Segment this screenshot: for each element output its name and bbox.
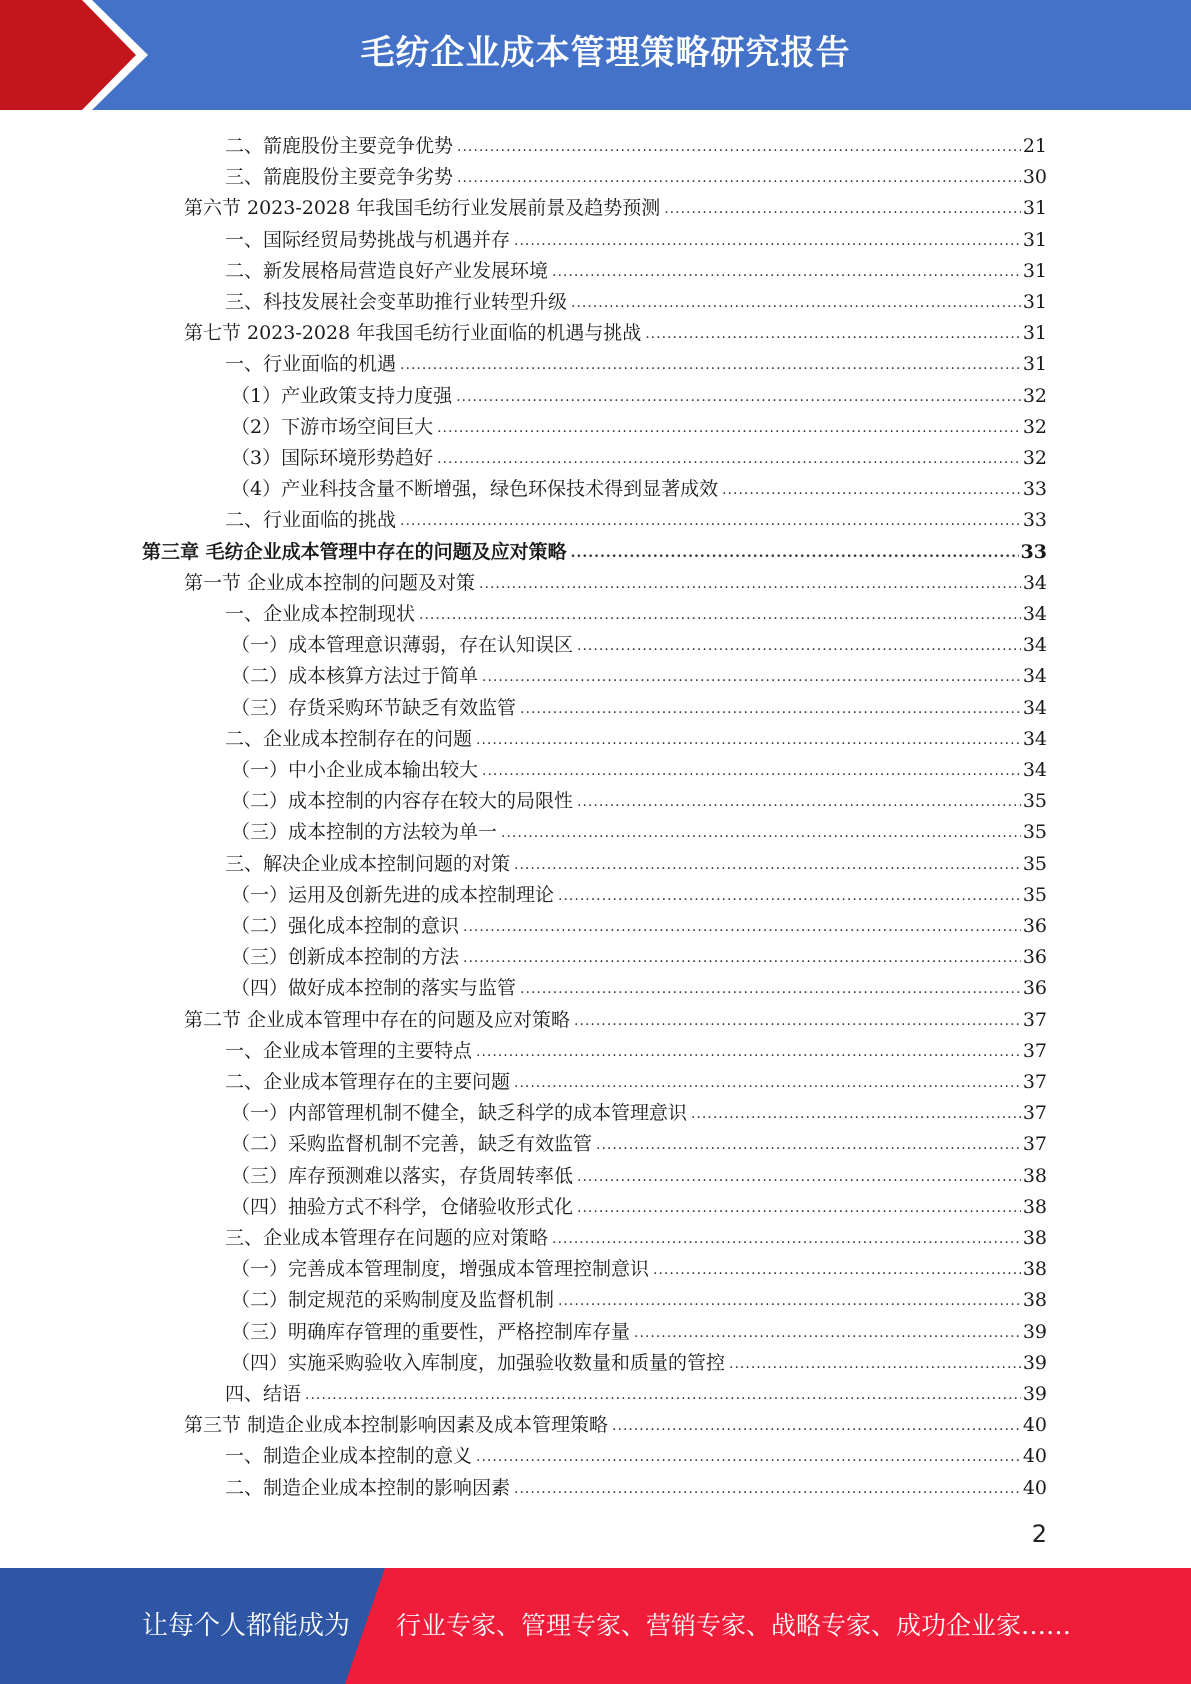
toc-dot-leader [520,978,1021,1000]
toc-entry-title: （三）创新成本控制的方法 [231,946,460,969]
toc-entry-title: 二、行业面临的挑战 [225,509,397,532]
toc-entry-title: 第七节 2023-2028 年我国毛纺行业面临的机遇与挑战 [184,322,642,345]
toc-entry-title: 一、企业成本控制现状 [225,603,416,625]
toc-entry[interactable] [231,938,1047,969]
toc-dot-leader [520,698,1021,720]
toc-entry[interactable] [231,907,1047,938]
toc-entry-title: 二、企业成本管理存在的主要问题 [225,1071,511,1093]
toc-entry-page: 37 [1022,1133,1047,1156]
toc-entry-title: （四）实施采购验收入库制度，加强验收数量和质量的管控 [231,1351,726,1374]
toc-entry[interactable] [231,408,1047,439]
toc-entry-page: 38 [1022,1289,1047,1312]
toc-entry-page: 36 [1022,915,1047,937]
page-header [0,0,1191,110]
toc-entry-title: （一）中小企业成本输出较大 [231,759,479,781]
toc-entry[interactable] [225,845,1047,876]
toc-entry-title: 二、企业成本控制存在的问题 [225,727,473,750]
toc-entry[interactable] [231,782,1047,813]
toc-entry[interactable] [231,813,1047,844]
toc-entry-title: 第三章 毛纺企业成本管理中存在的问题及应对策略 [142,540,567,563]
toc-entry-page: 39 [1022,1351,1047,1374]
toc-entry-page: 33 [1022,478,1047,501]
toc-entry-title: （三）存货采购环节缺乏有效监管 [231,696,517,719]
toc-entry-page: 39 [1022,1320,1047,1343]
toc-entry-title: （一）完善成本管理制度，增强成本管理控制意识 [231,1258,650,1281]
toc-entry-title: 二、新发展格局营造良好产业发展环境 [225,259,549,282]
toc-entry[interactable] [231,689,1047,720]
toc-dot-leader [552,1228,1021,1250]
toc-dot-leader [476,1041,1021,1063]
toc-entry[interactable] [225,1032,1047,1063]
toc-entry-title: （二）成本控制的内容存在较大的局限性 [231,790,574,813]
toc-entry-page: 31 [1022,322,1047,345]
toc-entry-page: 36 [1022,977,1047,1000]
toc-entry-title: 第二节 企业成本管理中存在的问题及应对策略 [184,1008,571,1031]
toc-entry-page: 35 [1022,852,1047,875]
toc-entry-page: 34 [1022,603,1047,625]
toc-entry-page: 31 [1022,291,1047,313]
toc-entry-page: 37 [1022,1102,1047,1125]
toc-dot-leader [305,1384,1021,1406]
toc-entry-title: 第一节 企业成本控制的问题及对策 [184,571,476,594]
toc-entry-page: 40 [1022,1476,1047,1499]
toc-dot-leader [577,1197,1021,1219]
toc-entry[interactable] [225,595,1047,626]
toc-entry[interactable] [231,470,1047,501]
toc-dot-leader [400,354,1021,376]
toc-dot-leader [501,822,1021,844]
toc-entry-page: 31 [1022,353,1047,376]
toc-entry-page: 31 [1022,228,1047,251]
toc-entry[interactable] [225,720,1047,751]
toc-entry-title: （一）内部管理机制不健全，缺乏科学的成本管理意识 [231,1102,688,1125]
toc-entry[interactable] [231,377,1047,408]
toc-entry-title: （二）制定规范的采购制度及监督机制 [231,1289,555,1312]
toc-dot-leader [514,230,1021,252]
toc-dot-leader [437,448,1021,470]
toc-entry-title: （三）成本控制的方法较为单一 [231,821,498,844]
toc-entry-title: 一、国际经贸局势挑战与机遇并存 [225,228,511,251]
toc-entry[interactable] [225,127,1047,158]
toc-dot-leader [457,136,1021,158]
toc-entry[interactable] [225,1469,1047,1500]
toc-entry[interactable] [231,876,1047,907]
toc-dot-leader [645,323,1021,345]
toc-entry-page: 34 [1022,759,1047,781]
toc-entry-page: 32 [1022,415,1047,438]
toc-dot-leader [558,885,1021,907]
toc-dot-leader [612,1415,1021,1437]
toc-dot-leader [664,198,1021,220]
toc-entry-title: （二）采购监督机制不完善，缺乏有效监管 [231,1133,593,1156]
toc-entry-page: 31 [1022,259,1047,282]
toc-entry-page: 38 [1022,1195,1047,1218]
page-footer [0,1568,1191,1684]
toc-entry-page: 39 [1022,1383,1047,1405]
toc-entry-title: 第六节 2023-2028 年我国毛纺行业发展前景及趋势预测 [184,197,661,220]
toc-dot-leader [457,167,1021,189]
toc-dot-leader [400,510,1021,532]
toc-entry-title: （四）抽验方式不科学，仓储验收形式化 [231,1195,574,1218]
toc-dot-leader [722,479,1021,501]
toc-dot-leader [571,292,1021,314]
toc-entry[interactable] [184,564,1047,595]
toc-dot-leader [482,760,1021,782]
toc-entry[interactable] [231,1094,1047,1125]
toc-entry[interactable] [231,751,1047,782]
toc-entry-page: 37 [1022,1071,1047,1093]
toc-dot-leader [479,573,1021,595]
toc-dot-leader [514,854,1021,876]
toc-entry-title: 三、企业成本管理存在问题的应对策略 [225,1227,549,1249]
toc-entry[interactable] [231,626,1047,657]
toc-entry[interactable] [184,1001,1047,1032]
toc-entry-page: 40 [1022,1414,1047,1437]
toc-entry-title: 一、制造企业成本控制的意义 [225,1445,473,1468]
toc-dot-leader [577,635,1021,657]
toc-entry-title: （一）成本管理意识薄弱，存在认知误区 [231,634,574,657]
document-title: 毛纺企业成本管理策略研究报告 [360,33,851,73]
toc-entry[interactable] [231,1125,1047,1156]
toc-dot-leader [577,1166,1021,1188]
toc-entry-title: （4）产业科技含量不断增强，绿色环保技术得到显著成效 [231,478,719,501]
toc-dot-leader [476,1446,1021,1468]
toc-dot-leader [552,261,1021,283]
toc-entry[interactable] [231,439,1047,470]
toc-entry-page: 38 [1022,1258,1047,1281]
toc-entry-title: 二、箭鹿股份主要竞争优势 [225,135,454,157]
toc-dot-leader [463,916,1021,938]
toc-entry-title: （2）下游市场空间巨大 [231,415,434,438]
toc-entry-title: （3）国际环境形势趋好 [231,447,434,469]
toc-dot-leader [729,1353,1021,1375]
toc-entry[interactable] [231,969,1047,1000]
toc-entry-title: 一、企业成本管理的主要特点 [225,1039,473,1062]
toc-entry-page: 35 [1022,790,1047,813]
toc-dot-leader [514,1072,1021,1094]
toc-entry-page: 21 [1022,135,1047,157]
toc-dot-leader [482,666,1021,688]
toc-entry[interactable] [225,1437,1047,1468]
toc-dot-leader [476,729,1021,751]
toc-entry[interactable] [225,1063,1047,1094]
toc-entry-title: 三、箭鹿股份主要竞争劣势 [225,166,454,189]
toc-entry-page: 33 [1022,509,1047,532]
toc-entry[interactable] [142,533,1047,564]
toc-entry[interactable] [231,657,1047,688]
toc-entry-page: 34 [1022,571,1047,594]
toc-entry[interactable] [231,1281,1047,1312]
toc-entry-title: 三、科技发展社会变革助推行业转型升级 [225,291,568,313]
toc-entry-page: 40 [1022,1445,1047,1468]
toc-entry-title: 二、制造企业成本控制的影响因素 [225,1476,511,1499]
toc-entry-page: 34 [1022,727,1047,750]
toc-entry-page: 32 [1022,384,1047,407]
toc-dot-leader [574,1010,1021,1032]
toc-dot-leader [456,386,1021,408]
toc-dot-leader [634,1322,1021,1344]
toc-entry-page: 30 [1022,166,1047,189]
toc-entry-page: 37 [1022,1039,1047,1062]
toc-entry-page: 31 [1022,197,1047,220]
toc-dot-leader [571,542,1019,564]
toc-entry-title: 第三节 制造企业成本控制影响因素及成本管理策略 [184,1414,609,1437]
toc-dot-leader [577,791,1021,813]
toc-entry[interactable] [231,1157,1047,1188]
toc-entry[interactable] [184,1406,1047,1437]
toc-entry-page: 34 [1022,634,1047,657]
toc-entry-title: （三）明确库存管理的重要性，严格控制库存量 [231,1320,631,1343]
toc-entry-title: （1）产业政策支持力度强 [231,384,453,407]
toc-entry-title: （二）成本核算方法过于简单 [231,665,479,688]
toc-entry-page: 36 [1022,946,1047,969]
toc-dot-leader [419,604,1021,626]
toc-entry[interactable] [225,158,1047,189]
toc-entry-title: （二）强化成本控制的意识 [231,915,460,937]
toc-entry[interactable] [225,1375,1047,1406]
toc-entry[interactable] [225,221,1047,252]
toc-entry-page: 32 [1022,447,1047,469]
toc-entry-page: 35 [1022,821,1047,844]
toc-entry-page: 35 [1022,883,1047,906]
toc-dot-leader [558,1290,1021,1312]
toc-entry-title: （一）运用及创新先进的成本控制理论 [231,883,555,906]
toc-entry-title: （三）库存预测难以落实，存货周转率低 [231,1164,574,1187]
toc-entry-title: （四）做好成本控制的落实与监管 [231,977,517,1000]
toc-entry-page: 34 [1022,696,1047,719]
toc-entry[interactable] [225,345,1047,376]
toc-entry-page: 33 [1020,540,1047,563]
toc-entry[interactable] [231,1188,1047,1219]
toc-dot-leader [463,947,1021,969]
footer-slogan-left: 让每个人都能成为 [142,1611,351,1641]
toc-dot-leader [437,417,1021,439]
toc-entry[interactable] [231,1250,1047,1281]
toc-dot-leader [514,1478,1021,1500]
footer-slogan-right: 行业专家、管理专家、营销专家、战略专家、成功企业家…… [396,1611,1072,1640]
toc-entry[interactable] [225,1219,1047,1250]
page-number: 2 [1031,1520,1047,1548]
toc-entry[interactable] [231,1313,1047,1344]
toc-entry-page: 34 [1022,665,1047,688]
toc-entry[interactable] [184,314,1047,345]
toc-entry-page: 37 [1022,1008,1047,1031]
toc-dot-leader [596,1134,1021,1156]
toc-entry[interactable] [225,283,1047,314]
toc-entry-page: 38 [1022,1164,1047,1187]
toc-dot-leader [691,1103,1021,1125]
toc-entry[interactable] [184,189,1047,220]
toc-entry-title: 一、行业面临的机遇 [225,353,397,376]
toc-entry-page: 38 [1022,1227,1047,1249]
toc-dot-leader [653,1259,1021,1281]
toc-entry[interactable] [225,501,1047,532]
toc-entry-title: 三、解决企业成本控制问题的对策 [225,852,511,875]
toc-entry-title: 四、结语 [225,1383,302,1405]
toc-entry[interactable] [225,252,1047,283]
toc-entry[interactable] [231,1344,1047,1375]
